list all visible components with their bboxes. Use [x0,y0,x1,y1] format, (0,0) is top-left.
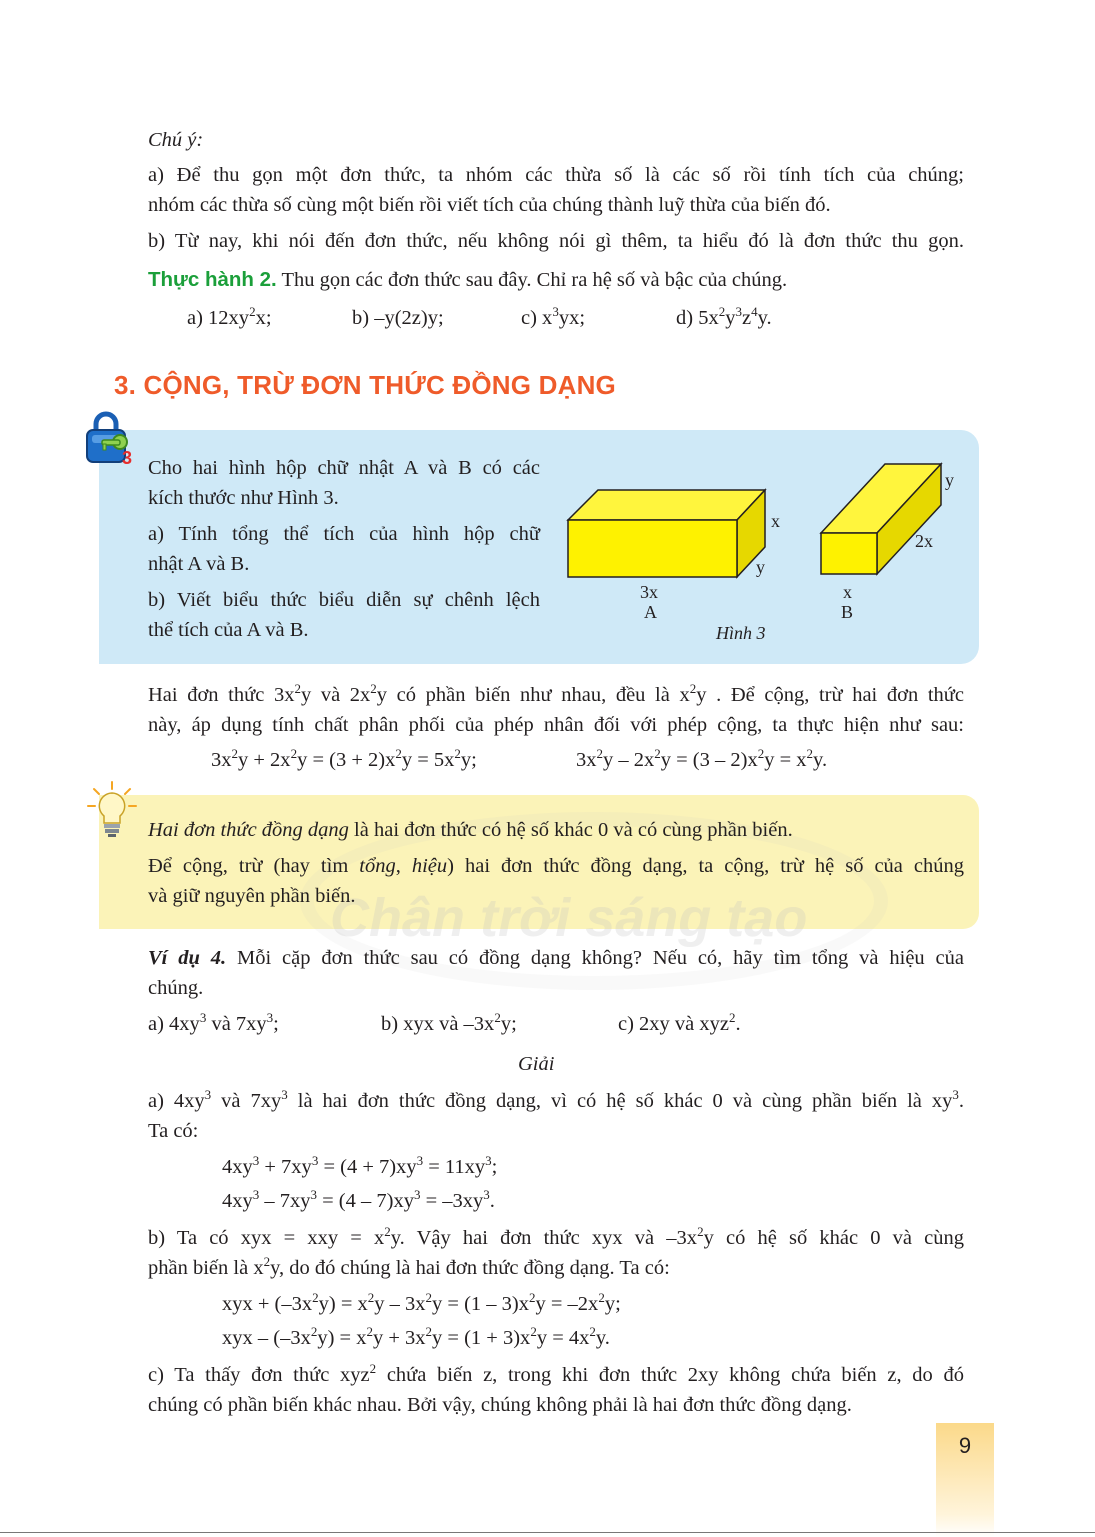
example-item-a: a) $4xy^3$ và $7xy^3$; [148,1010,279,1035]
solution-b-line2: phần biến là $x^2y$, do đó chúng là hai đơn thức đồng dạng. Ta có: [148,1254,670,1279]
note-title: Chú ý: [148,129,204,151]
formula-difference: $3x^2y - 2x^2y = (3 - 2)x^2y = x^2y$. [576,746,828,771]
solution-a-line1: a) $4xy^3$ và $7xy^3$ là hai đơn thức đồng dạng, vì có hệ số khác 0 và cùng phần biến là $xy^3$. [148,1087,964,1112]
page-bottom-rule [0,1532,1095,1533]
box-a [568,490,765,577]
practice-item-b: b) –y(2z)y; [352,307,444,329]
solution-b-eq1: xyx + $(-3x^2y) = x^2y - 3x^2y = (1 - 3)x^2y = -2x^2y$; [222,1290,621,1315]
section-title: 3. CỘNG, TRỪ ĐƠN THỨC ĐỒNG DẠNG [114,370,616,400]
label-b-y: y [945,470,954,490]
explain-line2: này, áp dụng tính chất phân phối của phép nhân đối với phép cộng, ta thực hiện như sau: [148,714,964,736]
explain-line1: Hai đơn thức $3x^2y$ và $2x^2y$ có phần biến như nhau, đều là $x^2y$ . Để cộng, trừ hai đơn thức [148,681,964,706]
practice-item-a: a) $12xy^2x$; [187,304,272,329]
example-line2: chúng. [148,977,204,999]
definition-line3: và giữ nguyên phần biến. [148,885,356,907]
box-b [821,464,941,574]
solution-a-eq1: $4xy^3 + 7xy^3 = (4 + 7)xy^3 = 11xy^3$; [222,1153,498,1178]
label-b-name: B [841,602,854,622]
page-number-box [936,1423,994,1537]
solution-a-eq2: $4xy^3 - 7xy^3 = (4 - 7)xy^3 = -3xy^3$. [222,1187,495,1212]
lightbulb-icon [86,780,138,840]
activity-number: 3 [122,448,133,468]
example-item-b: b) xyx và $-3x^2y$; [381,1010,517,1035]
label-a-y: y [756,557,765,577]
activity-line2: kích thước như Hình 3. [148,487,339,509]
solution-a-taco: Ta có: [148,1120,199,1142]
practice-2 [148,265,787,295]
activity-line1: Cho hai hình hộp chữ nhật A và B có các [148,457,540,479]
label-a-3x: 3x [640,582,658,602]
solution-title: Giải [518,1053,555,1075]
label-a-x: x [771,511,780,531]
note-a-line1: a) Để thu gọn một đơn thức, ta nhóm các thừa số là các số rồi tính tích của chúng; [148,164,964,186]
activity-line4: nhật A và B. [148,553,250,575]
example-line1: Ví dụ 4. Mỗi cặp đơn thức sau có đồng dạng không? Nếu có, hãy tìm tổng và hiệu của [148,947,964,969]
label-a-name: A [644,602,657,622]
activity-line5: b) Viết biểu thức biểu diễn sự chênh lệch [148,589,540,611]
figure-3 [560,455,980,655]
definition-line1: Hai đơn thức đồng dạng là hai đơn thức có hệ số khác 0 và có cùng phần biến. [148,819,793,841]
activity-line3: a) Tính tổng thể tích của hình hộp chữ [148,523,540,545]
solution-c-line2: chúng có phần biến khác nhau. Bởi vậy, chúng không phải là hai đơn thức đồng dạng. [148,1394,852,1416]
practice-item-d: d) $5x^2y^3z^4y$. [676,304,772,329]
practice-2-head: Thực hành 2. [148,268,277,291]
practice-item-c: c) $x^3yx$; [521,304,586,329]
note-a-line2: nhóm các thừa số cùng một biến rồi viết tích của chúng thành luỹ thừa của biến đó. [148,194,831,216]
note-b-line: b) Từ nay, khi nói đến đơn thức, nếu không nói gì thêm, ta hiểu đó là đơn thức thu gọn. [148,230,964,252]
page-number: 9 [958,1433,972,1458]
activity-line6: thể tích của A và B. [148,619,309,641]
figure-caption: Hình 3 [716,623,766,643]
solution-b-line1: b) Ta có xyx = xxy = $x^2y$. Vậy hai đơn thức xyx và $-3x^2y$ có hệ số khác 0 và cùng [148,1224,964,1249]
definition-line2: Để cộng, trừ (hay tìm tổng, hiệu) hai đơn thức đồng dạng, ta cộng, trừ hệ số của chúng [148,855,964,877]
solution-b-eq2: xyx – $(-3x^2y) = x^2y + 3x^2y = (1 + 3)x^2y = 4x^2y$. [222,1324,610,1349]
label-b-x: x [843,582,852,602]
solution-c-line1: c) Ta thấy đơn thức xyz$^2$ chứa biến z, trong khi đơn thức 2xy không chứa biến z, do đó [148,1361,964,1386]
activity-text [148,453,540,645]
watermark-text: Chân trời sáng tạo [330,888,808,948]
example-item-c: c) 2xy và xyz$^2$. [618,1010,741,1035]
label-b-2x: 2x [915,531,933,551]
formula-sum: $3x^2y + 2x^2y = (3 + 2)x^2y = 5x^2y$; [211,746,477,771]
practice-2-text: Thu gọn các đơn thức sau đây. Chỉ ra hệ số và bậc của chúng. [276,269,788,291]
